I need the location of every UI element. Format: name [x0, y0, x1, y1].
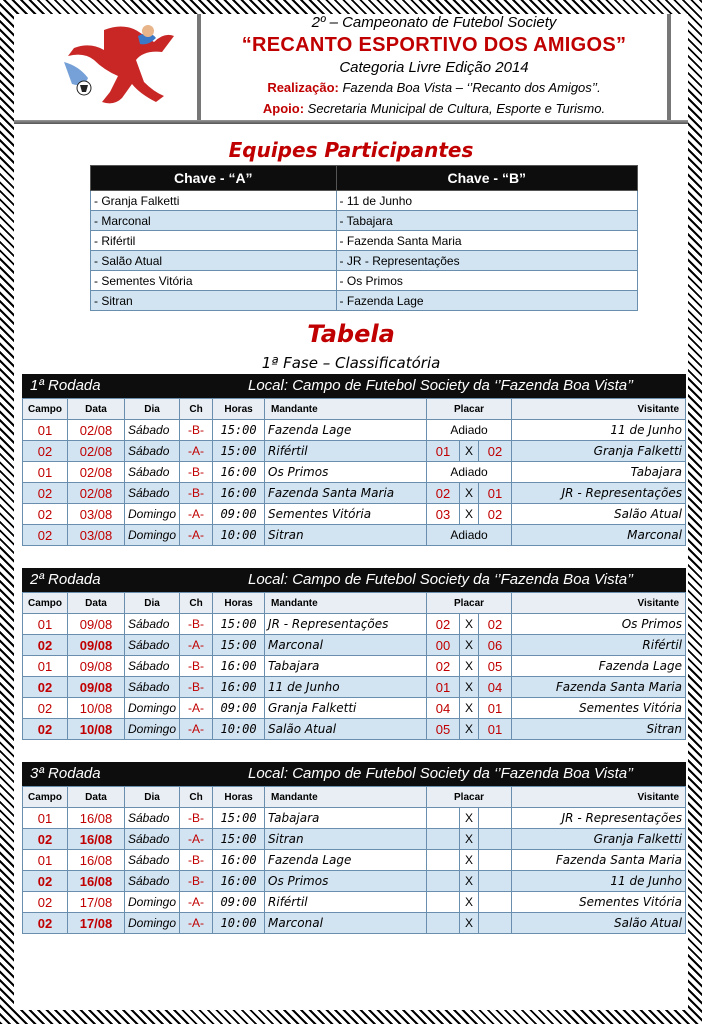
game-time: 15:00: [213, 441, 265, 462]
game-row: [23, 850, 686, 871]
home-score: 01: [427, 677, 460, 698]
apoio-line: [204, 101, 664, 116]
game-date: 09/08: [68, 635, 125, 656]
game-status: Adiado: [427, 462, 512, 483]
game-group: -B-: [180, 871, 213, 892]
game-row: [23, 525, 686, 546]
game-field: 02: [23, 871, 68, 892]
home-score: 00: [427, 635, 460, 656]
round-location: Local: Campo de Futebol Society da ‘’Fazenda Boa Vista’’: [248, 765, 634, 782]
away-score: [479, 913, 512, 934]
teams-title: Equipes Participantes: [228, 138, 474, 162]
group-a-header: Chave - “A”: [91, 166, 337, 191]
round-header: [22, 762, 686, 786]
column-header-dia: Dia: [125, 787, 180, 808]
game-group: -B-: [180, 656, 213, 677]
game-time: 09:00: [213, 504, 265, 525]
home-team: Os Primos: [265, 462, 427, 483]
team-row: [91, 191, 638, 211]
game-day: Sábado: [125, 850, 180, 871]
game-field: 02: [23, 698, 68, 719]
game-day: Sábado: [125, 614, 180, 635]
game-day: Sábado: [125, 635, 180, 656]
away-score: 01: [479, 483, 512, 504]
game-day: Sábado: [125, 441, 180, 462]
away-score: [479, 892, 512, 913]
score-separator: X: [460, 892, 479, 913]
away-team: JR - Representações: [512, 483, 686, 504]
game-day: Sábado: [125, 871, 180, 892]
column-header-horas: Horas: [213, 399, 265, 420]
away-team: Fazenda Santa Maria: [512, 850, 686, 871]
game-group: -B-: [180, 808, 213, 829]
away-team: Marconal: [512, 525, 686, 546]
game-day: Sábado: [125, 483, 180, 504]
game-date: 02/08: [68, 462, 125, 483]
games-header-row: [23, 787, 686, 808]
away-score: 04: [479, 677, 512, 698]
home-team: Tabajara: [265, 808, 427, 829]
game-time: 10:00: [213, 913, 265, 934]
game-group: -A-: [180, 698, 213, 719]
game-group: -A-: [180, 441, 213, 462]
game-field: 02: [23, 719, 68, 740]
category-edition: Categoria Livre Edição 2014: [339, 59, 529, 76]
game-field: 01: [23, 850, 68, 871]
score-separator: X: [460, 656, 479, 677]
game-row: [23, 829, 686, 850]
football-player-icon: [44, 22, 194, 112]
game-date: 17/08: [68, 913, 125, 934]
game-group: -B-: [180, 462, 213, 483]
away-team: Os Primos: [512, 614, 686, 635]
game-time: 09:00: [213, 892, 265, 913]
home-score: [427, 808, 460, 829]
home-score: 04: [427, 698, 460, 719]
column-header-horas: Horas: [213, 593, 265, 614]
game-date: 09/08: [68, 677, 125, 698]
game-day: Domingo: [125, 525, 180, 546]
game-row: [23, 698, 686, 719]
game-date: 16/08: [68, 850, 125, 871]
game-field: 02: [23, 677, 68, 698]
home-score: [427, 829, 460, 850]
game-time: 10:00: [213, 719, 265, 740]
game-time: 16:00: [213, 850, 265, 871]
game-time: 15:00: [213, 420, 265, 441]
game-field: 01: [23, 420, 68, 441]
game-date: 02/08: [68, 483, 125, 504]
away-team: Sementes Vitória: [512, 698, 686, 719]
home-score: 03: [427, 504, 460, 525]
column-header-campo: Campo: [23, 593, 68, 614]
home-score: [427, 913, 460, 934]
home-team: Rifértil: [265, 441, 427, 462]
home-team: Marconal: [265, 635, 427, 656]
game-group: -A-: [180, 525, 213, 546]
column-header-dia: Dia: [125, 399, 180, 420]
home-team: Tabajara: [265, 656, 427, 677]
team-cell-a: - Sementes Vitória: [91, 271, 337, 291]
game-date: 17/08: [68, 892, 125, 913]
score-separator: X: [460, 635, 479, 656]
score-separator: X: [460, 614, 479, 635]
away-score: 01: [479, 698, 512, 719]
team-cell-b: - 11 de Junho: [336, 191, 637, 211]
realizacao-text: Fazenda Boa Vista – ‘’Recanto dos Amigos’’.: [338, 80, 601, 95]
game-group: -A-: [180, 829, 213, 850]
round-3: [22, 762, 686, 934]
game-row: [23, 656, 686, 677]
game-time: 16:00: [213, 462, 265, 483]
score-separator: X: [460, 504, 479, 525]
home-score: [427, 892, 460, 913]
game-time: 10:00: [213, 525, 265, 546]
away-team: 11 de Junho: [512, 420, 686, 441]
game-row: [23, 441, 686, 462]
game-time: 15:00: [213, 808, 265, 829]
game-group: -A-: [180, 892, 213, 913]
away-team: Granja Falketti: [512, 441, 686, 462]
game-time: 15:00: [213, 829, 265, 850]
score-separator: X: [460, 483, 479, 504]
round-name: 2ª Rodada: [30, 571, 101, 588]
home-team: Fazenda Lage: [265, 420, 427, 441]
home-team: Sitran: [265, 525, 427, 546]
game-date: 02/08: [68, 420, 125, 441]
game-date: 02/08: [68, 441, 125, 462]
game-field: 02: [23, 913, 68, 934]
game-row: [23, 892, 686, 913]
game-field: 02: [23, 892, 68, 913]
column-header-visitante: Visitante: [512, 593, 686, 614]
column-header-placar: Placar: [427, 787, 512, 808]
game-date: 03/08: [68, 504, 125, 525]
team-cell-a: - Sitran: [91, 291, 337, 311]
game-day: Domingo: [125, 892, 180, 913]
home-score: 05: [427, 719, 460, 740]
away-team: 11 de Junho: [512, 871, 686, 892]
away-score: 05: [479, 656, 512, 677]
home-team: Marconal: [265, 913, 427, 934]
game-status: Adiado: [427, 525, 512, 546]
game-row: [23, 635, 686, 656]
game-row: [23, 913, 686, 934]
game-group: -B-: [180, 677, 213, 698]
column-header-ch: Ch: [180, 787, 213, 808]
group-b-header: Chave - “B”: [336, 166, 637, 191]
team-row: [91, 271, 638, 291]
column-header-data: Data: [68, 593, 125, 614]
home-team: Os Primos: [265, 871, 427, 892]
game-time: 16:00: [213, 483, 265, 504]
header-divider: [14, 120, 688, 124]
game-time: 15:00: [213, 614, 265, 635]
home-team: Sitran: [265, 829, 427, 850]
page-content: [14, 14, 688, 1010]
home-team: Sementes Vitória: [265, 504, 427, 525]
game-field: 01: [23, 614, 68, 635]
column-header-horas: Horas: [213, 787, 265, 808]
apoio-text: Secretaria Municipal de Cultura, Esporte e Turismo.: [304, 101, 606, 116]
game-group: -B-: [180, 483, 213, 504]
game-group: -B-: [180, 420, 213, 441]
game-day: Sábado: [125, 677, 180, 698]
game-row: [23, 677, 686, 698]
game-day: Domingo: [125, 698, 180, 719]
game-row: [23, 719, 686, 740]
games-table: [22, 786, 686, 934]
score-separator: X: [460, 871, 479, 892]
home-score: 01: [427, 441, 460, 462]
home-team: Fazenda Santa Maria: [265, 483, 427, 504]
round-name: 1ª Rodada: [30, 377, 101, 394]
game-date: 10/08: [68, 698, 125, 719]
score-separator: X: [460, 913, 479, 934]
score-separator: X: [460, 698, 479, 719]
round-header: [22, 374, 686, 398]
column-header-visitante: Visitante: [512, 399, 686, 420]
score-separator: X: [460, 441, 479, 462]
away-score: 06: [479, 635, 512, 656]
game-date: 10/08: [68, 719, 125, 740]
score-separator: X: [460, 829, 479, 850]
team-cell-b: - Fazenda Lage: [336, 291, 637, 311]
round-2: [22, 568, 686, 740]
championship-title: “RECANTO ESPORTIVO DOS AMIGOS”: [241, 34, 627, 56]
round-location: Local: Campo de Futebol Society da ‘’Fazenda Boa Vista’’: [248, 377, 634, 394]
home-team: Rifértil: [265, 892, 427, 913]
home-score: 02: [427, 483, 460, 504]
home-score: 02: [427, 614, 460, 635]
game-time: 16:00: [213, 677, 265, 698]
game-group: -A-: [180, 913, 213, 934]
game-row: [23, 483, 686, 504]
away-score: 01: [479, 719, 512, 740]
game-field: 01: [23, 462, 68, 483]
game-day: Sábado: [125, 462, 180, 483]
game-date: 09/08: [68, 656, 125, 677]
round-name: 3ª Rodada: [30, 765, 101, 782]
away-score: [479, 829, 512, 850]
game-day: Domingo: [125, 504, 180, 525]
game-field: 01: [23, 656, 68, 677]
away-score: 02: [479, 504, 512, 525]
header-divider: [667, 14, 671, 124]
game-field: 02: [23, 829, 68, 850]
column-header-mandante: Mandante: [265, 593, 427, 614]
away-team: Granja Falketti: [512, 829, 686, 850]
realizacao-label: Realização:: [267, 80, 339, 95]
column-header-ch: Ch: [180, 593, 213, 614]
home-team: Fazenda Lage: [265, 850, 427, 871]
team-cell-a: - Granja Falketti: [91, 191, 337, 211]
team-row: [91, 251, 638, 271]
game-group: -A-: [180, 635, 213, 656]
score-separator: X: [460, 850, 479, 871]
championship-edition: 2º – Campeonato de Futebol Society: [311, 14, 557, 31]
game-day: Sábado: [125, 829, 180, 850]
game-time: 15:00: [213, 635, 265, 656]
team-cell-b: - JR - Representações: [336, 251, 637, 271]
game-group: -A-: [180, 719, 213, 740]
realizacao-line: [204, 80, 664, 95]
home-team: Salão Atual: [265, 719, 427, 740]
column-header-data: Data: [68, 787, 125, 808]
games-table: [22, 592, 686, 740]
home-score: [427, 871, 460, 892]
game-field: 02: [23, 483, 68, 504]
game-field: 02: [23, 441, 68, 462]
score-separator: X: [460, 719, 479, 740]
game-day: Domingo: [125, 913, 180, 934]
team-cell-a: - Salão Atual: [91, 251, 337, 271]
home-team: JR - Representações: [265, 614, 427, 635]
home-score: 02: [427, 656, 460, 677]
game-day: Domingo: [125, 719, 180, 740]
away-score: [479, 850, 512, 871]
games-table: [22, 398, 686, 546]
column-header-placar: Placar: [427, 593, 512, 614]
team-row: [91, 291, 638, 311]
games-header-row: [23, 399, 686, 420]
column-header-visitante: Visitante: [512, 787, 686, 808]
game-row: [23, 871, 686, 892]
game-group: -B-: [180, 850, 213, 871]
away-team: Sementes Vitória: [512, 892, 686, 913]
round-location: Local: Campo de Futebol Society da ‘’Fazenda Boa Vista’’: [248, 571, 634, 588]
home-score: [427, 850, 460, 871]
away-team: Fazenda Lage: [512, 656, 686, 677]
team-row: [91, 231, 638, 251]
game-row: [23, 808, 686, 829]
header-divider: [197, 14, 201, 124]
game-row: [23, 420, 686, 441]
away-team: Fazenda Santa Maria: [512, 677, 686, 698]
games-header-row: [23, 593, 686, 614]
score-separator: X: [460, 677, 479, 698]
team-cell-b: - Fazenda Santa Maria: [336, 231, 637, 251]
team-row: [91, 211, 638, 231]
column-header-dia: Dia: [125, 593, 180, 614]
column-header-mandante: Mandante: [265, 399, 427, 420]
header: [14, 14, 688, 124]
apoio-label: Apoio:: [262, 101, 305, 116]
game-date: 09/08: [68, 614, 125, 635]
game-field: 02: [23, 504, 68, 525]
home-team: Granja Falketti: [265, 698, 427, 719]
away-score: [479, 871, 512, 892]
team-cell-b: - Os Primos: [336, 271, 637, 291]
game-status: Adiado: [427, 420, 512, 441]
game-row: [23, 614, 686, 635]
column-header-data: Data: [68, 399, 125, 420]
game-date: 03/08: [68, 525, 125, 546]
column-header-mandante: Mandante: [265, 787, 427, 808]
game-date: 16/08: [68, 871, 125, 892]
team-cell-b: - Tabajara: [336, 211, 637, 231]
game-day: Sábado: [125, 420, 180, 441]
game-date: 16/08: [68, 829, 125, 850]
home-team: 11 de Junho: [265, 677, 427, 698]
away-team: Tabajara: [512, 462, 686, 483]
away-score: 02: [479, 441, 512, 462]
game-time: 16:00: [213, 656, 265, 677]
game-row: [23, 504, 686, 525]
game-row: [23, 462, 686, 483]
game-time: 16:00: [213, 871, 265, 892]
game-day: Sábado: [125, 656, 180, 677]
column-header-ch: Ch: [180, 399, 213, 420]
score-separator: X: [460, 808, 479, 829]
away-team: Rifértil: [512, 635, 686, 656]
game-field: 02: [23, 635, 68, 656]
game-group: -A-: [180, 504, 213, 525]
away-team: Salão Atual: [512, 504, 686, 525]
game-field: 02: [23, 525, 68, 546]
game-date: 16/08: [68, 808, 125, 829]
column-header-campo: Campo: [23, 787, 68, 808]
phase-title: 1ª Fase – Classificatória: [261, 354, 441, 372]
game-day: Sábado: [125, 808, 180, 829]
team-cell-a: - Rifértil: [91, 231, 337, 251]
game-time: 09:00: [213, 698, 265, 719]
teams-table: [90, 165, 638, 311]
game-field: 01: [23, 808, 68, 829]
tabela-title: Tabela: [307, 320, 395, 348]
game-group: -B-: [180, 614, 213, 635]
column-header-placar: Placar: [427, 399, 512, 420]
column-header-campo: Campo: [23, 399, 68, 420]
round-header: [22, 568, 686, 592]
away-team: JR - Representações: [512, 808, 686, 829]
away-team: Sitran: [512, 719, 686, 740]
away-team: Salão Atual: [512, 913, 686, 934]
away-score: [479, 808, 512, 829]
team-cell-a: - Marconal: [91, 211, 337, 231]
round-1: [22, 374, 686, 546]
away-score: 02: [479, 614, 512, 635]
